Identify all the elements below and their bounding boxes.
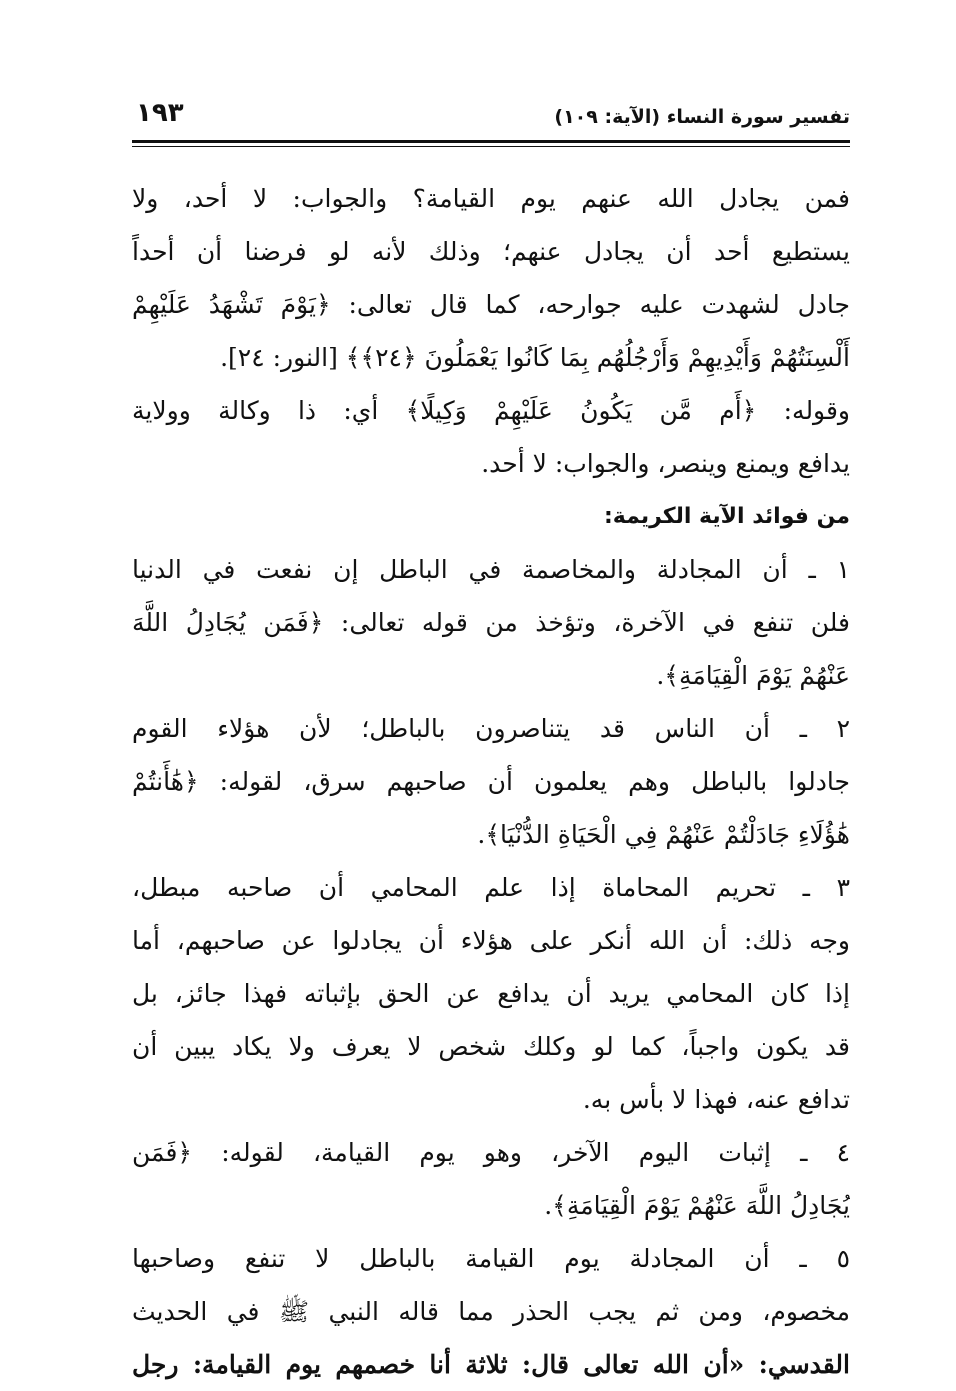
text-line: جادل لشهدت عليه جوارحه، كما قال تعالى: ﴿يَوْمَ تَشْهَدُ عَلَيْهِمْ — [132, 290, 850, 319]
text-line: ١ ـ أن المجادلة والمخاصمة في الباطل إن نفعت في الدنيا — [132, 555, 850, 584]
text-line: عَنْهُمْ يَوْمَ الْقِيَامَةِ﴾. — [656, 661, 850, 690]
text-line: فمن يجادل الله عنهم يوم القيامة؟ والجواب: لا أحد، ولا — [132, 184, 850, 213]
header-rule-thin — [132, 146, 850, 147]
text-line: وقوله: ﴿أَم مَّن يَكُونُ عَلَيْهِمْ وَكِيلًا﴾ أي: ذا وكالة وولاية — [132, 396, 850, 425]
text-line: ٣ ـ تحريم المحاماة إذا علم المحامي أن صاحبه مبطل، — [132, 873, 850, 902]
text-line: القدسي: «أن الله تعالى قال: ثلاثة أنا خصمهم يوم القيامة: رجل — [132, 1350, 850, 1379]
text-line: يدافع ويمنع وينصر، والجواب: لا أحد. — [481, 449, 850, 478]
text-line: وجه ذلك: أن الله أنكر على هؤلاء أن يجادلوا عن صاحبهم، أما — [132, 926, 850, 955]
text-line: أَلْسِنَتُهُمْ وَأَيْدِيهِمْ وَأَرْجُلُهُم بِمَا كَانُوا يَعْمَلُونَ ﴿٢٤﴾﴾ [النور: ٢٤]. — [220, 343, 850, 372]
text-line: تدافع عنه، فهذا لا بأس به. — [582, 1085, 850, 1114]
text-line: مخصوم، ومن ثم يجب الحذر مما قاله النبي ﷺ في الحديث — [132, 1297, 850, 1326]
text-line: هَٰؤُلَاءِ جَادَلْتُمْ عَنْهُمْ فِي الْحَيَاةِ الدُّنْيَا﴾. — [477, 820, 850, 849]
text-line: جادلوا بالباطل وهم يعلمون أن صاحبهم سرق، لقوله: ﴿هَٰأَنتُمْ — [132, 767, 850, 796]
text-line: ٥ ـ أن المجادلة يوم القيامة بالباطل لا تنفع وصاحبها — [132, 1244, 850, 1273]
header-rule-thick — [132, 140, 850, 143]
section-heading: من فوائد الآية الكريمة: — [603, 504, 850, 529]
running-title: تفسير سورة النساء (الآية: ١٠٩) — [554, 106, 850, 128]
text-line: ٤ ـ إثبات اليوم الآخر، وهو يوم القيامة، لقوله: ﴿فَمَن — [132, 1138, 850, 1167]
text-line: يستطيع أحد أن يجادل عنهم؛ وذلك لأنه لو فرضنا أن أحداً — [132, 237, 850, 266]
text-line: يُجَادِلُ اللَّهَ عَنْهُمْ يَوْمَ الْقِيَامَةِ﴾. — [544, 1191, 850, 1220]
text-line: إذا كان المحامي يريد أن يدافع عن الحق بإثباته فهذا جائز، بل — [132, 979, 850, 1008]
text-line: فلن تنفع في الآخرة، وتؤخذ من قوله تعالى: ﴿فَمَن يُجَادِلُ اللَّهَ — [132, 608, 850, 637]
page-number: ١٩٣ — [136, 98, 184, 128]
text-line: قد يكون واجباً، كما لو وكلك شخص لا يعرف ولا يكاد يبين أن — [132, 1032, 850, 1061]
body-text — [132, 172, 850, 1391]
text-line: ٢ ـ أن الناس قد يتناصرون بالباطل؛ لأن هؤلاء القوم — [132, 714, 850, 743]
page-header — [132, 98, 850, 136]
